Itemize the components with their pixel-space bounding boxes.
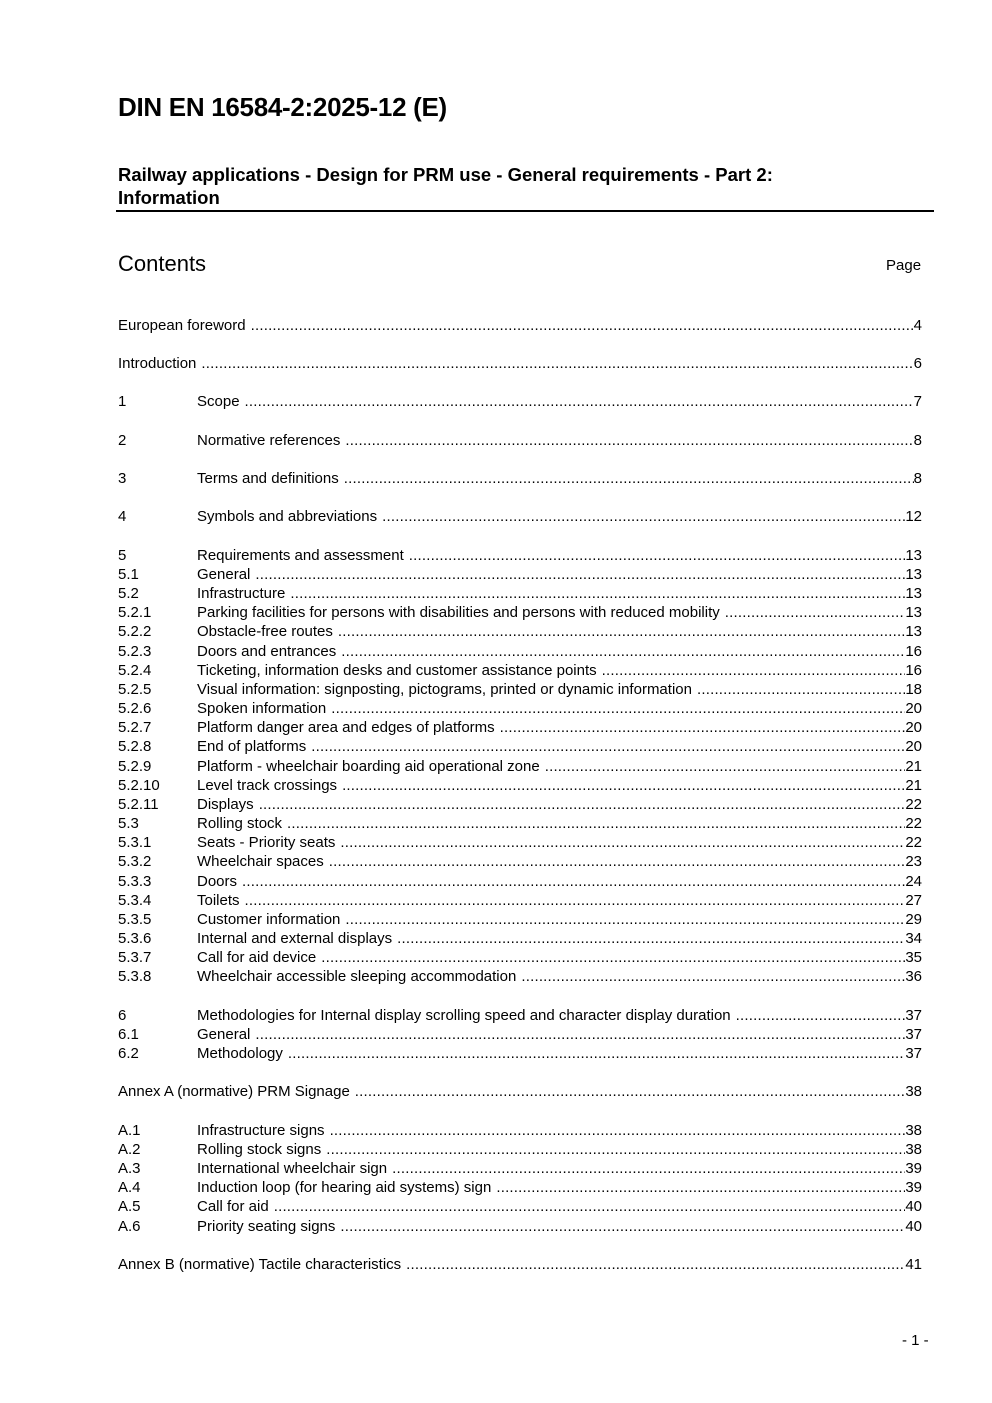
- toc-entry-page: 20: [905, 719, 922, 736]
- toc-dot-leader: [697, 680, 905, 699]
- toc-entry-title: Annex B (normative) Tactile characteristics: [118, 1256, 402, 1273]
- toc-entry[interactable]: [118, 699, 922, 718]
- toc-dot-leader: [331, 699, 905, 718]
- toc-entry[interactable]: [118, 776, 922, 795]
- toc-entry-title: Internal and external displays: [197, 930, 393, 947]
- toc-dot-leader: [255, 1025, 905, 1044]
- toc-entry[interactable]: [118, 431, 922, 450]
- toc-dot-leader: [321, 948, 905, 967]
- toc-entry-number: A.3: [118, 1160, 141, 1177]
- toc-dot-leader: [725, 603, 906, 622]
- toc-entry-title: Doors and entrances: [197, 643, 337, 660]
- toc-entry-title: Symbols and abbreviations: [197, 508, 378, 525]
- toc-entry-number: 5.3.8: [118, 968, 152, 985]
- page-number: - 1 -: [902, 1332, 929, 1349]
- toc-dot-leader: [326, 1140, 905, 1159]
- toc-entry-page: 16: [905, 662, 922, 679]
- toc-entry-title: Call for aid device: [197, 949, 317, 966]
- toc-entry-title: Doors: [197, 873, 238, 890]
- toc-entry-number: A.2: [118, 1141, 141, 1158]
- toc-entry-number: 5.2.3: [118, 643, 152, 660]
- toc-dot-leader: [287, 814, 905, 833]
- toc-dot-leader: [341, 642, 905, 661]
- toc-entry-title: Induction loop (for hearing aid systems) sign: [197, 1179, 492, 1196]
- toc-entry[interactable]: [118, 910, 922, 929]
- toc-entry-title: Level track crossings: [197, 777, 338, 794]
- toc-entry-title: General: [197, 1026, 251, 1043]
- toc-entry-title: Requirements and assessment: [197, 547, 404, 564]
- toc-entry[interactable]: [118, 354, 922, 373]
- toc-entry-number: 3: [118, 470, 127, 487]
- toc-entry-page: 37: [905, 1045, 922, 1062]
- toc-entry-number: 5.2.1: [118, 604, 152, 621]
- toc-dot-leader: [392, 1159, 905, 1178]
- toc-entry-page: 40: [905, 1218, 922, 1235]
- toc-entry-number: 5.3.7: [118, 949, 152, 966]
- toc-dot-leader: [382, 507, 905, 526]
- toc-dot-leader: [736, 1006, 906, 1025]
- toc-entry-title: Scope: [197, 393, 240, 410]
- toc-dot-leader: [345, 431, 913, 450]
- toc-entry-page: 16: [905, 643, 922, 660]
- toc-entry-number: 5.2.9: [118, 758, 152, 775]
- toc-entry[interactable]: [118, 1255, 922, 1274]
- toc-entry-title: International wheelchair sign: [197, 1160, 388, 1177]
- toc-entry-page: 22: [905, 796, 922, 813]
- toc-entry[interactable]: [118, 680, 922, 699]
- toc-entry-title: End of platforms: [197, 738, 307, 755]
- toc-entry-number: 5.2.7: [118, 719, 152, 736]
- toc-entry-title: Ticketing, information desks and customer assistance points: [197, 662, 597, 679]
- toc-entry[interactable]: [118, 661, 922, 680]
- toc-entry-number: 5.3.2: [118, 853, 152, 870]
- toc-entry-number: 6.1: [118, 1026, 139, 1043]
- toc-entry[interactable]: [118, 1025, 922, 1044]
- toc-entry-number: A.4: [118, 1179, 141, 1196]
- toc-entry-title: Wheelchair spaces: [197, 853, 324, 870]
- toc-entry-number: 5.3.4: [118, 892, 152, 909]
- toc-dot-leader: [288, 1044, 905, 1063]
- toc-entry-page: 40: [905, 1198, 922, 1215]
- toc-dot-leader: [344, 469, 914, 488]
- toc-entry-page: 41: [905, 1256, 922, 1273]
- toc-entry[interactable]: [118, 833, 922, 852]
- toc-entry-page: 38: [905, 1083, 922, 1100]
- toc-dot-leader: [311, 737, 905, 756]
- toc-entry-title: Visual information: signposting, pictograms, printed or dynamic information: [197, 681, 692, 698]
- toc-entry-title: Wheelchair accessible sleeping accommodation: [197, 968, 517, 985]
- toc-entry[interactable]: [118, 565, 922, 584]
- toc-dot-leader: [409, 546, 906, 565]
- toc-entry-page: 21: [905, 758, 922, 775]
- title-divider: [116, 210, 934, 212]
- toc-entry-page: 39: [905, 1179, 922, 1196]
- toc-entry[interactable]: [118, 852, 922, 871]
- toc-dot-leader: [255, 565, 905, 584]
- toc-entry-number: 5.2.2: [118, 623, 152, 640]
- toc-entry-page: 37: [905, 1007, 922, 1024]
- toc-entry-number: 5.2.5: [118, 681, 152, 698]
- toc-entry-page: 7: [913, 393, 922, 410]
- toc-entry-title: Rolling stock signs: [197, 1141, 322, 1158]
- toc-entry[interactable]: [118, 929, 922, 948]
- toc-entry-number: 1: [118, 393, 127, 410]
- toc-entry-page: 35: [905, 949, 922, 966]
- toc-dot-leader: [330, 1121, 906, 1140]
- toc-entry-title: Infrastructure signs: [197, 1122, 325, 1139]
- toc-entry[interactable]: [118, 1197, 922, 1216]
- toc-entry-page: 20: [905, 700, 922, 717]
- page-column-heading: Page: [886, 257, 922, 274]
- toc-entry-page: 20: [905, 738, 922, 755]
- toc-entry-page: 37: [905, 1026, 922, 1043]
- toc-entry[interactable]: [118, 507, 922, 526]
- toc-entry-title: Terms and definitions: [197, 470, 339, 487]
- toc-entry[interactable]: [118, 1121, 922, 1140]
- toc-entry-page: 22: [905, 834, 922, 851]
- toc-entry-number: 5.2.4: [118, 662, 152, 679]
- toc-entry-number: 5.2.11: [118, 796, 159, 813]
- toc-entry-title: Platform danger area and edges of platforms: [197, 719, 495, 736]
- toc-dot-leader: [245, 392, 914, 411]
- toc-entry[interactable]: [118, 1178, 922, 1197]
- toc-entry-page: 12: [905, 508, 922, 525]
- toc-entry-page: 13: [905, 566, 922, 583]
- toc-entry[interactable]: [118, 737, 922, 756]
- toc-entry-number: 5.2.8: [118, 738, 152, 755]
- toc-entry-number: 5.2.10: [118, 777, 160, 794]
- toc-entry-number: A.5: [118, 1198, 141, 1215]
- toc-entry-page: 27: [905, 892, 922, 909]
- toc-dot-leader: [602, 661, 906, 680]
- toc-dot-leader: [545, 757, 906, 776]
- toc-entry-title: Obstacle-free routes: [197, 623, 333, 640]
- toc-entry-title: Normative references: [197, 432, 341, 449]
- toc-entry-page: 39: [905, 1160, 922, 1177]
- toc-entry-title: Infrastructure: [197, 585, 286, 602]
- toc-entry[interactable]: [118, 948, 922, 967]
- toc-entry-page: 13: [905, 547, 922, 564]
- toc-entry-number: 5.3.1: [118, 834, 152, 851]
- toc-dot-leader: [242, 872, 905, 891]
- toc-entry-number: A.6: [118, 1218, 141, 1235]
- document-title: Railway applications - Design for PRM use - General requirements - Part 2: Information: [118, 164, 773, 208]
- toc-entry-page: 36: [905, 968, 922, 985]
- toc-entry-title: Displays: [197, 796, 254, 813]
- toc-entry-number: 5.3.3: [118, 873, 152, 890]
- toc-entry-title: Toilets: [197, 892, 240, 909]
- toc-entry-title: European foreword: [118, 317, 246, 334]
- toc-entry-page: 13: [905, 604, 922, 621]
- toc-entry[interactable]: [118, 642, 922, 661]
- toc-dot-leader: [274, 1197, 906, 1216]
- toc-entry-title: Methodology: [197, 1045, 283, 1062]
- toc-dot-leader: [329, 852, 906, 871]
- toc-entry[interactable]: [118, 795, 922, 814]
- toc-entry-page: 6: [913, 355, 922, 372]
- toc-entry-page: 29: [905, 911, 922, 928]
- toc-entry-title: Platform - wheelchair boarding aid operational zone: [197, 758, 540, 775]
- document-id: DIN EN 16584-2:2025-12 (E): [118, 92, 447, 122]
- toc-entry[interactable]: [118, 967, 922, 986]
- toc-dot-leader: [245, 891, 906, 910]
- toc-entry-title: Seats - Priority seats: [197, 834, 336, 851]
- toc-dot-leader: [338, 622, 905, 641]
- toc-dot-leader: [496, 1178, 905, 1197]
- toc-entry[interactable]: [118, 469, 922, 488]
- toc-entry-title: Priority seating signs: [197, 1218, 336, 1235]
- toc-entry[interactable]: [118, 622, 922, 641]
- toc-entry-number: 6: [118, 1007, 127, 1024]
- toc-entry[interactable]: [118, 584, 922, 603]
- toc-dot-leader: [500, 718, 906, 737]
- toc-entry[interactable]: [118, 814, 922, 833]
- toc-dot-leader: [406, 1255, 905, 1274]
- toc-entry-page: 23: [905, 853, 922, 870]
- toc-entry-page: 8: [913, 432, 922, 449]
- toc-entry-title: Parking facilities for persons with disabilities and persons with reduced mobility: [197, 604, 720, 621]
- toc-entry-title: Call for aid: [197, 1198, 269, 1215]
- toc-entry-title: Methodologies for Internal display scrolling speed and character display duration: [197, 1007, 731, 1024]
- toc-entry[interactable]: [118, 1006, 922, 1025]
- toc-entry[interactable]: [118, 603, 922, 622]
- toc-entry-number: 5.2: [118, 585, 139, 602]
- toc-entry-page: 24: [905, 873, 922, 890]
- toc-dot-leader: [259, 795, 906, 814]
- toc-entry-page: 18: [905, 681, 922, 698]
- toc-entry-number: 5.3.6: [118, 930, 152, 947]
- contents-heading: Contents: [118, 251, 207, 276]
- toc-entry[interactable]: [118, 546, 922, 565]
- toc-entry-page: 8: [913, 470, 922, 487]
- toc-entry-page: 22: [905, 815, 922, 832]
- toc-entry[interactable]: [118, 1140, 922, 1159]
- toc-entry[interactable]: [118, 1159, 922, 1178]
- toc-dot-leader: [342, 776, 905, 795]
- toc-entry-page: 21: [905, 777, 922, 794]
- toc-entry-number: 5.1: [118, 566, 139, 583]
- toc-entry-title: General: [197, 566, 251, 583]
- toc-entry-number: 2: [118, 432, 127, 449]
- toc-dot-leader: [251, 316, 914, 335]
- toc-entry-title: Customer information: [197, 911, 341, 928]
- toc-entry-page: 38: [905, 1122, 922, 1139]
- toc-entry[interactable]: [118, 891, 922, 910]
- toc-entry[interactable]: [118, 872, 922, 891]
- toc-entry[interactable]: [118, 1082, 922, 1101]
- toc-entry-page: 13: [905, 585, 922, 602]
- toc-dot-leader: [521, 967, 905, 986]
- toc-entry-title: Introduction: [118, 355, 197, 372]
- toc-dot-leader: [340, 833, 905, 852]
- toc-entry[interactable]: [118, 1217, 922, 1236]
- toc-dot-leader: [290, 584, 905, 603]
- toc-entry-number: A.1: [118, 1122, 141, 1139]
- toc-entry-number: 5.3: [118, 815, 139, 832]
- toc-entry[interactable]: [118, 1044, 922, 1063]
- toc-entry-number: 4: [118, 508, 127, 525]
- toc-dot-leader: [201, 354, 913, 373]
- toc-entry-number: 6.2: [118, 1045, 139, 1062]
- toc-dot-leader: [345, 910, 905, 929]
- toc-entry-number: 5.3.5: [118, 911, 152, 928]
- toc-entry-page: 4: [913, 317, 922, 334]
- toc-entry-title: Spoken information: [197, 700, 327, 717]
- toc-entry-number: 5.2.6: [118, 700, 152, 717]
- toc-entry-page: 13: [905, 623, 922, 640]
- toc-entry-page: 34: [905, 930, 922, 947]
- toc-entry-title: Annex A (normative) PRM Signage: [118, 1083, 350, 1100]
- toc-entry-page: 38: [905, 1141, 922, 1158]
- toc-entry-title: Rolling stock: [197, 815, 283, 832]
- toc-entry[interactable]: [118, 718, 922, 737]
- toc-dot-leader: [355, 1082, 906, 1101]
- toc-entry[interactable]: [118, 316, 922, 335]
- toc-dot-leader: [397, 929, 905, 948]
- toc-entry[interactable]: [118, 757, 922, 776]
- toc-entry-number: 5: [118, 547, 127, 564]
- toc-entry[interactable]: [118, 392, 922, 411]
- toc-dot-leader: [340, 1217, 905, 1236]
